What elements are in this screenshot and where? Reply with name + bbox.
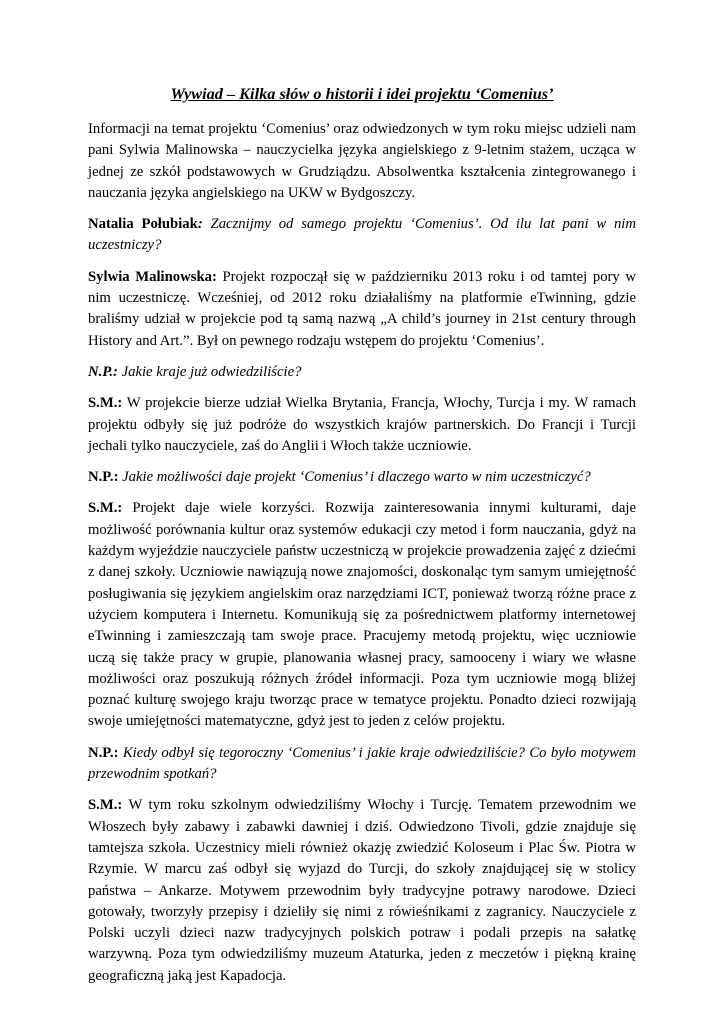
answer-text: W projekcie bierze udział Wielka Brytania, Francja, Włochy, Turcja i my. W ramach projektu odbyły się już podróże do wszystkich krajów partnerskich. Do Francji i Turcji jechali tylko nauczyciele, zaś do Anglii i Włoch także uczniowie. [88, 395, 636, 454]
answer-text: Projekt daje wiele korzyści. Rozwija zainteresowania innymi kulturami, daje możliwość porównania kultur oraz systemów edukacji czy metod i form nauczania, gdyż na każdym wyjeździe nauczyciele państw uczestniczą w projekcie prowadzenia zajęć z dziećmi z danej szkoły. Uczniowie nawiązują nowe znajomości, doskonaląc tym samym umiejętność posługiwania się językiem angielskim oraz narzędziami ICT, ponieważ tworzą różne prace z użyciem komputera i Internetu. Komunikują się za pośrednictwem platformy internetowej eTwinning i zamieszczają tam swoje prace. Pracujemy metodą projektu, więc uczniowie uczą się także pracy w grupie, planowania własnej pracy, samooceny i wiary we własne możliwości oraz poszukują różnych źródeł informacji. Poza tym uczniowie mogą bliżej poznać kulturę swojego kraju tworząc prace w tematyce projektu. Ponadto dzieci rozwijają swoje umiejętności matematyczne, gdyż jest to jeden z celów projektu. [88, 500, 636, 730]
answer-paragraph [88, 498, 636, 732]
speaker-label: N.P.: [88, 363, 118, 380]
answer-text: Projekt rozpoczął się w październiku 2013 roku i od tamtej pory w nim uczestniczę. Wcześniej, od 2012 roku działaliśmy na platformie eTwinning, gdzie braliśmy udział w projekcie pod tą samą nazwą „A child’s journey in 21st century through History and Art.”. Był on pewnego rodzaju wstępem do projektu ‘Comenius’. [88, 268, 637, 349]
speaker-label: Sylwia Malinowska: [88, 268, 217, 285]
answer-paragraph [88, 267, 636, 352]
question-paragraph [88, 362, 636, 383]
speaker-label: Natalia Połubiak [88, 216, 198, 233]
question-paragraph [88, 214, 636, 257]
speaker-colon: : [197, 216, 203, 233]
speaker-label: S.M.: [88, 797, 123, 814]
question-text: Zacznijmy od samego projektu ‘Comenius’. Od ilu lat pani w nim uczestniczy? [88, 216, 636, 254]
speaker-label: N.P.: [88, 469, 119, 486]
question-text: Jakie kraje już odwiedziliście? [117, 363, 302, 380]
speaker-label: S.M.: [88, 500, 123, 517]
answer-text: W tym roku szkolnym odwiedziliśmy Włochy i Turcję. Tematem przewodnim we Włoszech były zabawy i zabawki dawniej i dziś. Odwiedzono Tivoli, gdzie znajduje się tamtejsza szkoła. Uczestnicy mieli również okazję zwiedzić Koloseum i Plac Św. Piotra w Rzymie. W marcu zaś odbył się wyjazd do Turcji, do szkoły znajdującej się w stolicy państwa – Ankarze. Motywem przewodnim były tradycyjne potrawy narodowe. Dzieci gotowały, tworzyły przepisy i dzieliły się nimi z rówieśnikami z zagranicy. Nauczyciele z Polski uczyli dzieci nazw tradycyjnych polskich potraw i podali przepis na sałatkę warzywną. Poza tym odwiedziliśmy muzeum Ataturka, jeden z meczetów i piękną krainę geograficzną jaką jest Kapadocja. [88, 797, 636, 984]
question-text: Kiedy odbył się tegoroczny ‘Comenius’ i jakie kraje odwiedziliście? Co było motywem przewodnim spotkań? [88, 744, 636, 783]
intro-paragraph: Informacji na temat projektu ‘Comenius’ oraz odwiedzonych w tym roku miejsc udzieli nam pani Sylwia Malinowska – nauczycielka języka angielskiego z 9-letnim stażem, ucząca w jednej ze szkół podstawowych w Grudziądzu. Absolwentka kształcenia zintegrowanego i nauczania języka angielskiego na UKW w Bydgoszczy. [88, 121, 636, 201]
question-paragraph [88, 467, 636, 488]
question-text: Jakie możliwości daje projekt ‘Comenius’ i dlaczego warto w nim uczestniczyć? [118, 469, 591, 486]
speaker-label: N.P.: [88, 744, 119, 761]
answer-paragraph [88, 393, 636, 457]
speaker-label: S.M.: [88, 395, 123, 412]
question-paragraph [88, 743, 636, 786]
answer-paragraph [88, 795, 636, 987]
page-title: Wywiad – Kilka słów o historii i idei projektu ‘Comenius’ [170, 84, 554, 103]
